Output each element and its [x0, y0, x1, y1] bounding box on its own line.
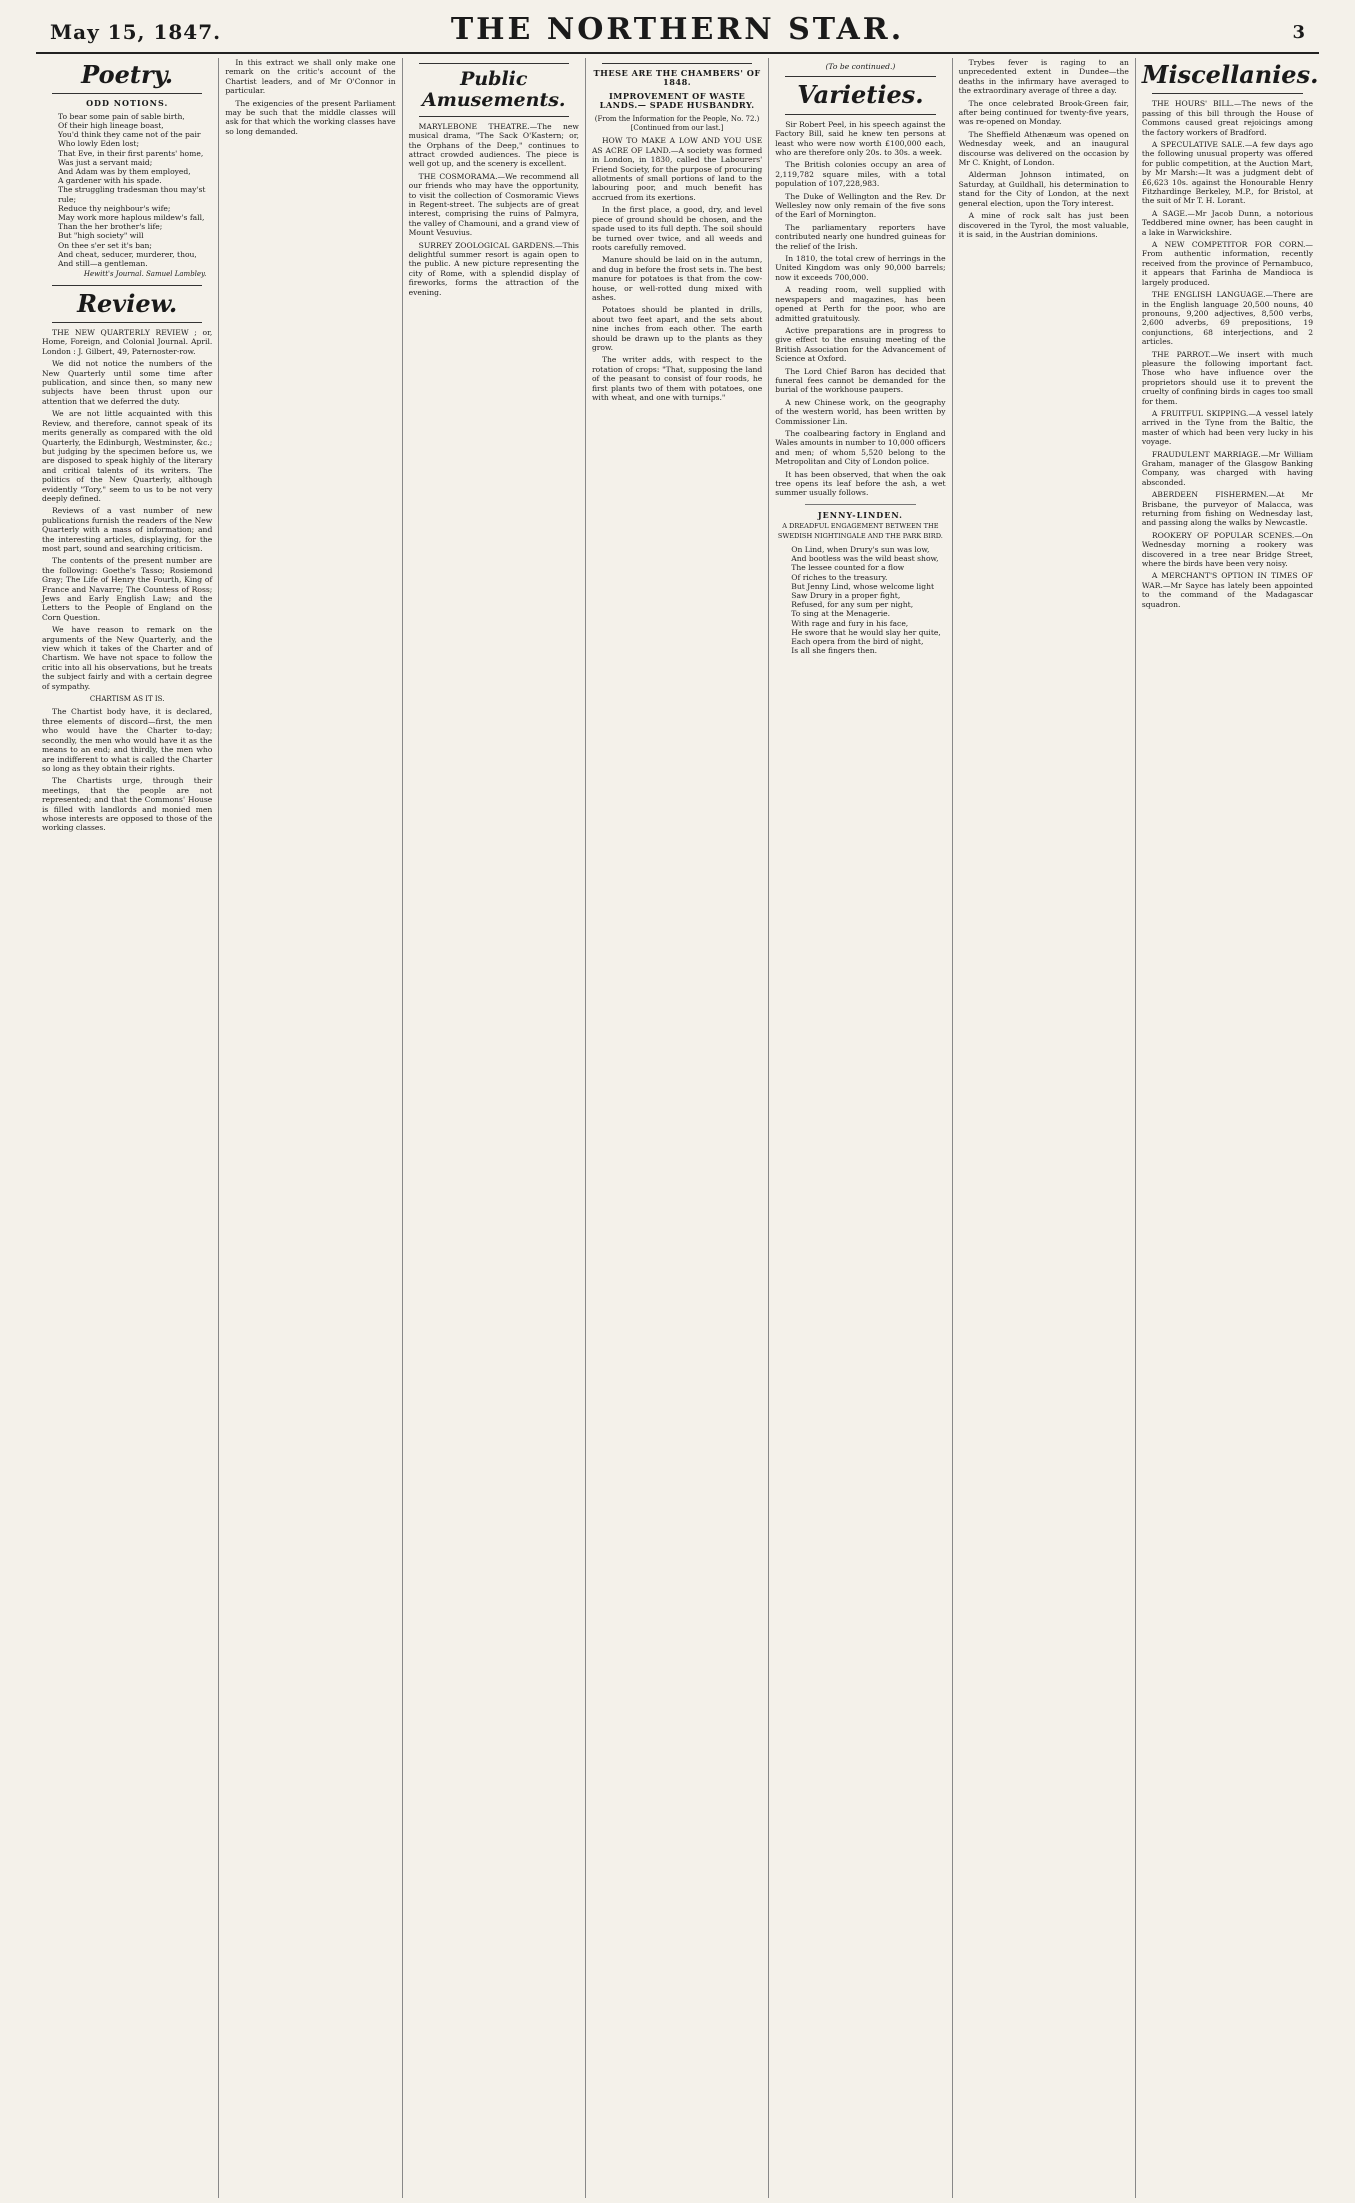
poem-line: To sing at the Menagerie. — [791, 609, 891, 619]
review-subparagraph: The Chartist body have, it is declared, three elements of discord—first, the men who would have the Charter to-day; secondly, the men who would have it as the means to an end; and thirdly, the men who are indifferent to what is called the Charter so long as they obtain their rights. — [42, 707, 213, 773]
column-7 — [1136, 58, 1319, 2198]
issue-date: May 15, 1847. — [50, 20, 222, 44]
divider — [785, 76, 935, 77]
improvement-paragraph: Potatoes should be planted in drills, about two feet apart, and the sets about nine inches from each other. The earth should be drawn up to the plants as they grow. — [591, 305, 763, 352]
columns — [36, 58, 1319, 2198]
varieties-header: Varieties. — [797, 80, 924, 110]
column-6 — [953, 58, 1136, 2198]
public-amusements-header: Public Amusements. — [422, 68, 566, 111]
poem-line: To bear some pain of sable birth, — [58, 111, 185, 121]
divider — [805, 504, 915, 505]
poem-line: Is all she fingers then. — [791, 646, 878, 656]
poem-credit: Hewitt's Journal. Samuel Lambley. — [83, 270, 207, 279]
column-5 — [769, 58, 952, 2198]
amusement-paragraph: SURREY ZOOLOGICAL GARDENS.—This delightful summer resort is again open to the public. A new picture representing the city of Rome, with a splendid display of fireworks, forms the attraction of the evening. — [408, 240, 579, 297]
poem-line: He swore that he would slay her quite, — [791, 627, 941, 637]
poem-line: And bootless was the wild beast show, — [791, 554, 939, 564]
poem-line: But "high society" will — [58, 231, 144, 241]
variety-item: The coalbearing factory in England and Wales amounts in number to 10,000 officers and men; of whom 5,520 belong to the Metropolitan and City of London police. — [775, 428, 946, 467]
column-2 — [219, 58, 402, 2198]
divider — [419, 116, 569, 117]
poem-line: The lessee counted for a flow — [791, 563, 905, 573]
variety-item: Sir Robert Peel, in his speech against the Factory Bill, said he knew ten persons at least who were now worth £100,000 each, who are therefore only 20s. to 30s. a week. — [775, 119, 946, 158]
review-paragraph: We are not little acquainted with this Review, and therefore, cannot speak of its merits generally as compared with the old Quarterly, the Edinburgh, Westminster, &c.; but judging by the specimen before us, we are disposed to speak highly of the literary and critical talents of its writers. The politics of the New Quarterly, although evidently "Tory," seem to us to be not very deeply defined. — [42, 409, 213, 503]
misc-item: A SPECULATIVE SALE.—A few days ago the following unusual property was offered for public competition, at the Auction Mart, by Mr Marsh:—It was a judgment debt of £6,623 10s. against the Honourable Henry Fitzhardinge Berkeley, M.P., for Bristol, at the suit of Mr T. H. Lorant. — [1141, 140, 1314, 206]
poem-line: With rage and fury in his face, — [791, 618, 909, 628]
variety-item: The parliamentary reporters have contributed nearly one hundred guineas for the relief of the Irish. — [775, 222, 946, 251]
divider — [1152, 93, 1303, 94]
poem-line: And cheat, seducer, murderer, thou, — [58, 249, 197, 259]
divider — [52, 285, 202, 286]
poem-line: But Jenny Lind, whose welcome light — [791, 581, 935, 591]
misc-item: A MERCHANT'S OPTION IN TIMES OF WAR.—Mr Sayce has lately been appointed to the command of the Madagascar squadron. — [1141, 571, 1314, 609]
variety-item: In 1810, the total crew of herrings in the United Kingdom was only 90,000 barrels; now it exceeds 700,000. — [775, 254, 946, 282]
divider — [52, 322, 202, 323]
poem-line: And still—a gentleman. — [58, 259, 148, 269]
misc-item: ABERDEEN FISHERMEN.—At Mr Brisbane, the purveyor of Malacca, was returning from fishing on Wednesday last, and passing along the walks by Newcastle. — [1141, 490, 1314, 528]
newspaper-title: THE NORTHERN STAR. — [450, 12, 905, 47]
review-subparagraph: The exigencies of the present Parliament may be such that the middle classes will ask for that which the working classes have so long demanded. — [225, 98, 396, 136]
review-subparagraph: The Chartists urge, through their meetings, that the people are not represented; and that the Commons' House is filled with landlords and monied men whose interests are opposed to those of the working classes. — [42, 776, 213, 833]
variety-item: The British colonies occupy an area of 2,119,782 square miles, with a total population of 107,228,983. — [775, 160, 946, 189]
divider — [52, 93, 202, 94]
divider — [785, 114, 935, 115]
poem-line: A gardener with his spade. — [58, 176, 162, 186]
improvement-paragraph: Manure should be laid on in the autumn, and dug in before the frost sets in. The best manure for potatoes is that from the cow-house, or well-rotted dung mixed with ashes. — [591, 255, 763, 302]
poem-line: And Adam was by them employed, — [58, 167, 191, 177]
review-paragraph: We did not notice the numbers of the New Quarterly until some time after publication, and since then, so many new subjects have been thrust upon our attention that we deferred the duty. — [42, 359, 213, 406]
misc-item: THE HOURS' BILL.—The news of the passing of this bill through the House of Commons caused great rejoicings among the factory workers of Bradford. — [1141, 99, 1314, 137]
misc-item: FRAUDULENT MARRIAGE.—Mr William Graham, manager of the Glasgow Banking Company, was charged with having absconded. — [1141, 449, 1314, 487]
misc-item: THE PARROT.—We insert with much pleasure the following important fact. Those who have influence over the proprietors should use it to prevent the cruelty of confining birds in cages too small for them. — [1141, 349, 1314, 406]
review-subsection: CHARTISM AS IT IS. — [89, 695, 165, 704]
divider — [602, 63, 752, 64]
poem-line: Saw Drury in a proper fight, — [791, 591, 901, 601]
variety-item: A reading room, well supplied with newspapers and magazines, has been opened at Perth for the poor, who are admitted gratuitously. — [775, 285, 946, 323]
variety-item: It has been observed, that when the oak tree opens its leaf before the ash, a wet summer usually follows. — [775, 469, 946, 498]
improvement-subtitle: IMPROVEMENT OF WASTE LANDS.— SPADE HUSBANDRY. — [599, 90, 755, 111]
poem-line: The struggling tradesman thou may'st rule; — [58, 185, 206, 204]
poem-line: Than the her brother's life; — [58, 222, 163, 232]
masthead — [36, 8, 1319, 54]
poem-line: Of their high lineage boast, — [58, 121, 164, 130]
poem-line: Each opera from the bird of night, — [791, 637, 924, 647]
review-header: Review. — [77, 288, 178, 318]
poetry-header: Poetry. — [81, 60, 174, 89]
poem-line: May work more haplous mildew's fall, — [58, 213, 205, 223]
divider — [419, 63, 569, 64]
poem-line: On Lind, when Drury's sun was low, — [791, 545, 930, 555]
review-paragraph: The contents of the present number are the following: Goethe's Tasso; Rosiemond Gray; The Life of Henry the Fourth, King of France and Navarre; The Countess of Ross; Jews and Early English Law; and the Letters to the People of England on the Corn Question. — [42, 556, 213, 622]
variety-item: The once celebrated Brook-Green fair, after being continued for twenty-five years, was re-opened on Monday. — [958, 98, 1129, 127]
review-paragraph: We have reason to remark on the arguments of the New Quarterly, and the view which it takes of the Charter and of Chartism. We have not space to follow the critic into all his observations, but he treats the subject fairly and with a certain degree of sympathy. — [42, 625, 213, 691]
review-subtitle: THE NEW QUARTERLY REVIEW ; or, Home, Foreign, and Colonial Journal. April. London : J. Gilbert, 49, Paternoster-row. — [42, 328, 213, 356]
variety-item: A mine of rock salt has just been discovered in the Tyrol, the most valuable, it is said, in the Austrian dominions. — [958, 211, 1129, 239]
poem-line: You'd think they came not of the pair — [58, 130, 201, 140]
misc-item: ROOKERY OF POPULAR SCENES.—On Wednesday morning a rookery was discovered in a tree near Bridge Street, where the birds have been very noisy. — [1141, 530, 1314, 569]
poem-line: Of riches to the treasury. — [791, 572, 888, 582]
improvement-paragraph: In the first place, a good, dry, and level piece of ground should be chosen, and the spade used to its full depth. The soil should be turned over twice, and all weeds and roots carefully removed. — [591, 205, 763, 252]
review-paragraph: Reviews of a vast number of new publications furnish the readers of the New Quarterly with a mass of information; and the interesting articles, displaying, for the most part, sound and searching criticism. — [42, 506, 213, 553]
poem-line: On thee s'er set it's ban; — [58, 240, 152, 250]
misc-item: A FRUITFUL SKIPPING.—A vessel lately arrived in the Tyne from the Baltic, the master of which had been very lucky in his voyage. — [1141, 408, 1314, 447]
poem-line: Reduce thy neighbour's wife; — [58, 203, 171, 213]
variety-item: Active preparations are in progress to give effect to the ensuing meeting of the British Association for the Advancement of Science at Oxford. — [775, 325, 946, 364]
variety-item: Trybes fever is raging to an unprecedented extent in Dundee—the deaths in the infirmary have averaged to the extraordinary average of three a day. — [958, 58, 1129, 96]
misc-item: THE ENGLISH LANGUAGE.—There are in the English language 20,500 nouns, 40 pronouns, 9,200 adjectives, 8,500 verbs, 2,600 adverbs, 69 prepositions, 19 conjunctions, 68 interjections, and 2 articles. — [1141, 290, 1314, 347]
variety-item: A new Chinese work, on the geography of the western world, has been written by Commissioner Lin. — [775, 397, 946, 426]
jenny-subtitle: A DREADFUL ENGAGEMENT BETWEEN THE SWEDISH NIGHTINGALE AND THE PARK BIRD. — [777, 522, 943, 540]
poem-title: ODD NOTIONS. — [86, 98, 169, 109]
variety-item: The Duke of Wellington and the Rev. Dr Wellesley now only remain of the five sons of the Earl of Mornington. — [775, 191, 946, 220]
amusement-paragraph: THE COSMORAMA.—We recommend all our friends who may have the opportunity, to visit the collection of Cosmoramic Views in Regent-street. The subjects are of great interest, comprising the ruins of Palmyra, the valley of Chamouni, and a grand view of Mount Vesuvius. — [408, 171, 579, 238]
page-number: 3 — [1292, 22, 1305, 43]
to-be-continued: (To be continued.) — [825, 62, 896, 71]
variety-item: The Lord Chief Baron has decided that funeral fees cannot be demanded for the burial of the workhouse paupers. — [775, 366, 946, 395]
poem-line: Refused, for any sum per night, — [791, 600, 914, 610]
misc-item: A SAGE.—Mr Jacob Dunn, a notorious Teddbered mine owner, has been caught in a lake in Warwickshire. — [1141, 208, 1314, 237]
column-3 — [403, 58, 586, 2198]
improvement-note: (From the Information for the People, No. 72.) [Continued from our last.] — [594, 114, 760, 133]
miscellanies-header: Miscellanies. — [1141, 60, 1319, 89]
chambers-title: THESE ARE THE CHAMBERS' OF 1848. — [593, 68, 761, 88]
poem-line: Who lowly Eden lost; — [58, 139, 140, 149]
poem — [42, 112, 212, 268]
jenny-poem — [775, 545, 945, 655]
jenny-title: JENNY-LINDEN. — [817, 509, 903, 520]
poem-line: That Eve, in their first parents' home, — [58, 148, 204, 158]
variety-item: Alderman Johnson intimated, on Saturday, at Guildhall, his determination to stand for the City of London, at the next general election, upon the Tory interest. — [958, 170, 1129, 208]
review-subparagraph: In this extract we shall only make one remark on the critic's account of the Chartist leaders, and of Mr O'Connor in particular. — [225, 58, 396, 96]
variety-item: The Sheffield Athenæum was opened on Wednesday week, and an inaugural discourse was delivered on the occasion by Mr C. Knight, of London. — [958, 129, 1129, 168]
misc-item: A NEW COMPETITOR FOR CORN.—From authentic information, recently received from the province of Pernambuco, it appears that Farinha de Mandioca is largely produced. — [1141, 240, 1314, 287]
improvement-paragraph: The writer adds, with respect to the rotation of crops: "That, supposing the land of the peasant to consist of four roods, he first plants two of them with potatoes, one with wheat, and one with turnips." — [591, 355, 763, 402]
improvement-paragraph: HOW TO MAKE A LOW AND YOU USE AS ACRE OF LAND.—A society was formed in London, in 1830, called the Labourers' Friend Society, for the purpose of procuring allotments of small portions of land to the labouring poor, and much benefit has accrued from its exertions. — [591, 136, 763, 202]
column-1 — [36, 58, 219, 2198]
poem-line: Was just a servant maid; — [58, 157, 153, 167]
amusement-paragraph: MARYLEBONE THEATRE.—The new musical drama, "The Sack O'Kastern; or, the Orphans of the Deep," continues to attract crowded audiences. The piece is well got up, and the scenery is excellent. — [408, 121, 579, 169]
column-4 — [586, 58, 769, 2198]
